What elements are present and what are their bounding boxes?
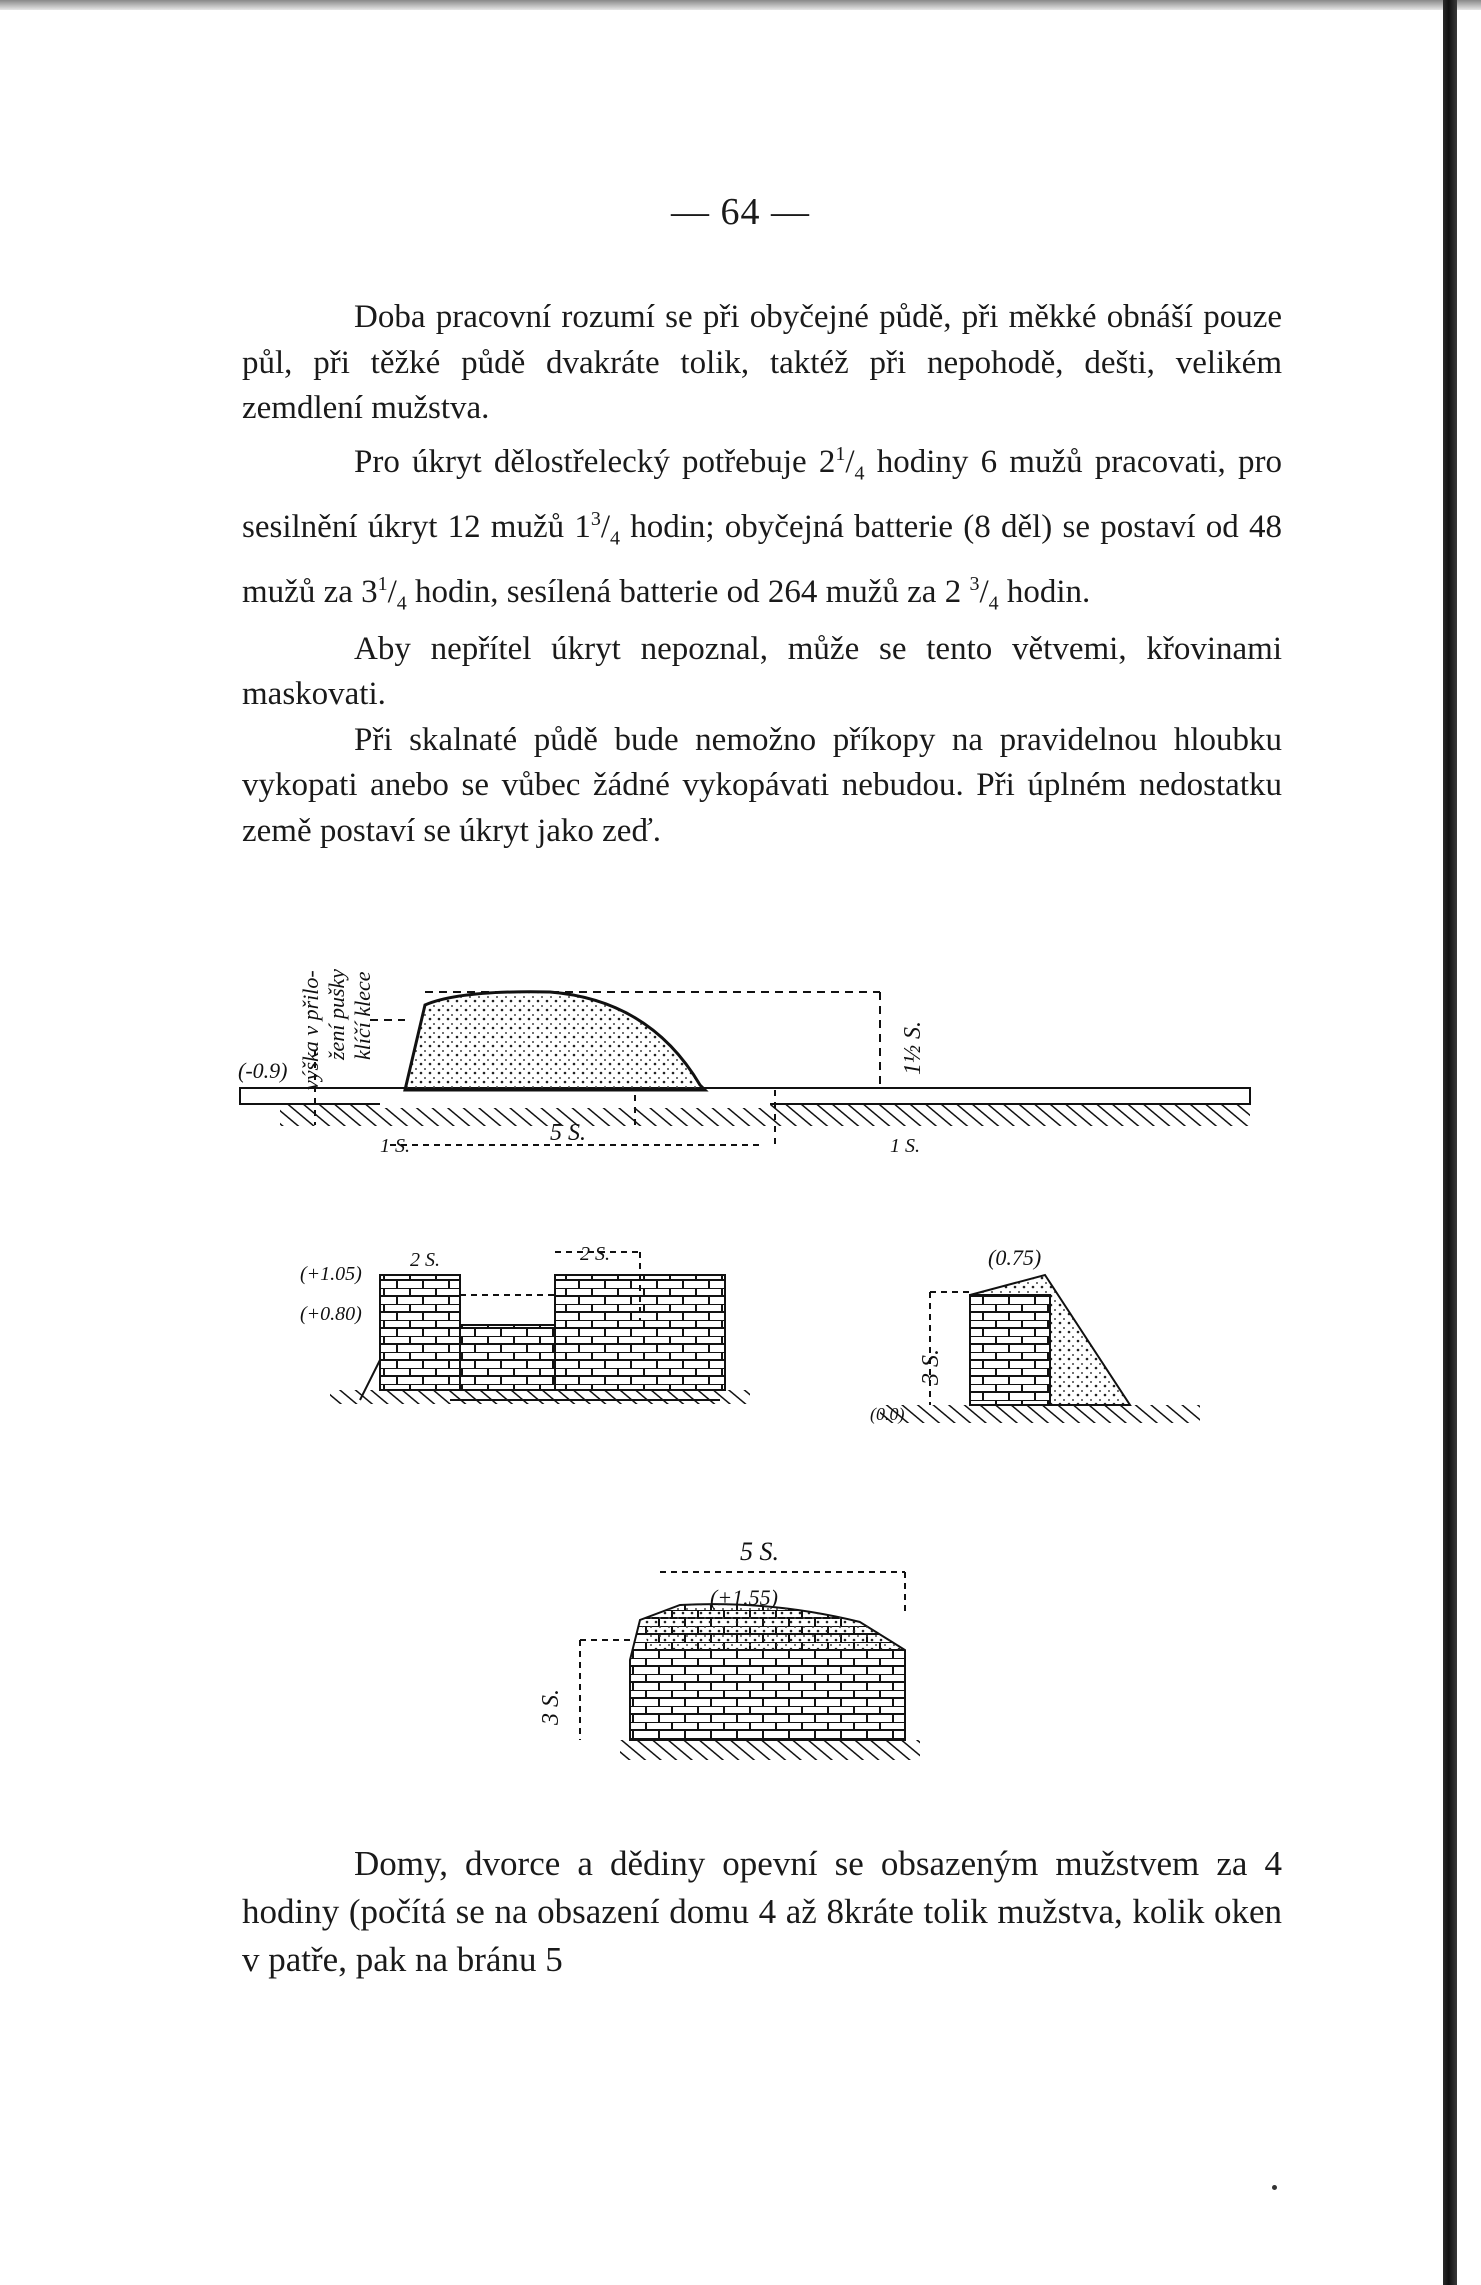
fig2-width-right-label: 2 S. [580, 1243, 610, 1265]
fig4-height-label: 3 S. [538, 1689, 564, 1725]
fig3-height-label: 3 S. [918, 1349, 944, 1385]
page-number: — 64 — [671, 191, 810, 233]
fig4-width-label: 5 S. [740, 1537, 779, 1566]
fig2-width-left-label: 2 S. [410, 1249, 440, 1271]
figure-rubble-wall-section [860, 1240, 1240, 1440]
paragraph-artillery-shelter: Pro úkryt dělostřelecký potřebuje $2^1/_4$ hodiny 6 mužů pracovati, pro sesilnění úkryt 12 mužů $1^3/_4$ hodin; obyčejná batterie (8 děl) se postaví od 48 mužů za $3^1/_4$ hodin, sesílená batterie od 264 mužů za 2 $^3/_4$ hodin. [242, 442, 1282, 615]
page-top-edge [0, 0, 1481, 10]
figure-earthwork-section [230, 900, 1280, 1180]
text-block-bottom [242, 1840, 1282, 1984]
fig2-upper-label: (+1.05) [300, 1263, 362, 1285]
fig2-lower-label: (+0.80) [300, 1303, 362, 1325]
fig4-top-label: (+1.55) [710, 1585, 778, 1610]
fig1-ground-level-label: (-0.9) [238, 1058, 288, 1083]
fig3-ground-label: (0.0) [870, 1404, 905, 1424]
figure-stone-battery [510, 1530, 1050, 1780]
paragraph-houses-fortification: Domy, dvorce a dědiny opevní se obsazeným mužstvem za 4 hodiny (počítá se na obsazení domu 4 až 8kráte tolik mužstva, kolik oken v patře, pak na bránu 5 [242, 1844, 1282, 1979]
paragraph-rocky-ground: Při skalnaté půdě bude nemožno příkopy na pravidelnou hloubku vykopati anebo se vůbec žádné vykopávati nebudou. Při úplném nedostatku země postaví se úkryt jako zeď. [242, 721, 1282, 849]
fig1-vertical-note-2: žení pušky [324, 968, 349, 1060]
paragraph-camouflage: Aby nepřítel úkryt nepoznal, může se tento větvemi, křovinami maskovati. [242, 630, 1282, 713]
book-spine-edge [1443, 0, 1457, 2285]
fig1-left-step-label: 1 S. [380, 1135, 410, 1157]
fig1-width-label: 5 S. [550, 1120, 586, 1146]
fig1-vertical-note-1: výška v přilo- [298, 970, 323, 1090]
fig1-vertical-note-3: klíčí klece [350, 971, 375, 1060]
fig1-height-label: 1½ S. [900, 1021, 926, 1075]
fig1-right-step-label: 1 S. [890, 1135, 920, 1157]
fig3-top-label: (0.75) [988, 1245, 1042, 1270]
text-block-top [242, 295, 1282, 854]
figure-stone-wall-embrasure [300, 1240, 770, 1420]
parapet-mound [405, 992, 705, 1090]
paragraph-work-time: Doba pracovní rozumí se při obyčejné půdě, při měkké obnáší pouze půl, při těžké půdě dvakráte tolik, taktéž při nepohodě, dešti, velikém zemdlení mužstva. [242, 299, 1282, 426]
print-speck [1272, 2185, 1277, 2190]
